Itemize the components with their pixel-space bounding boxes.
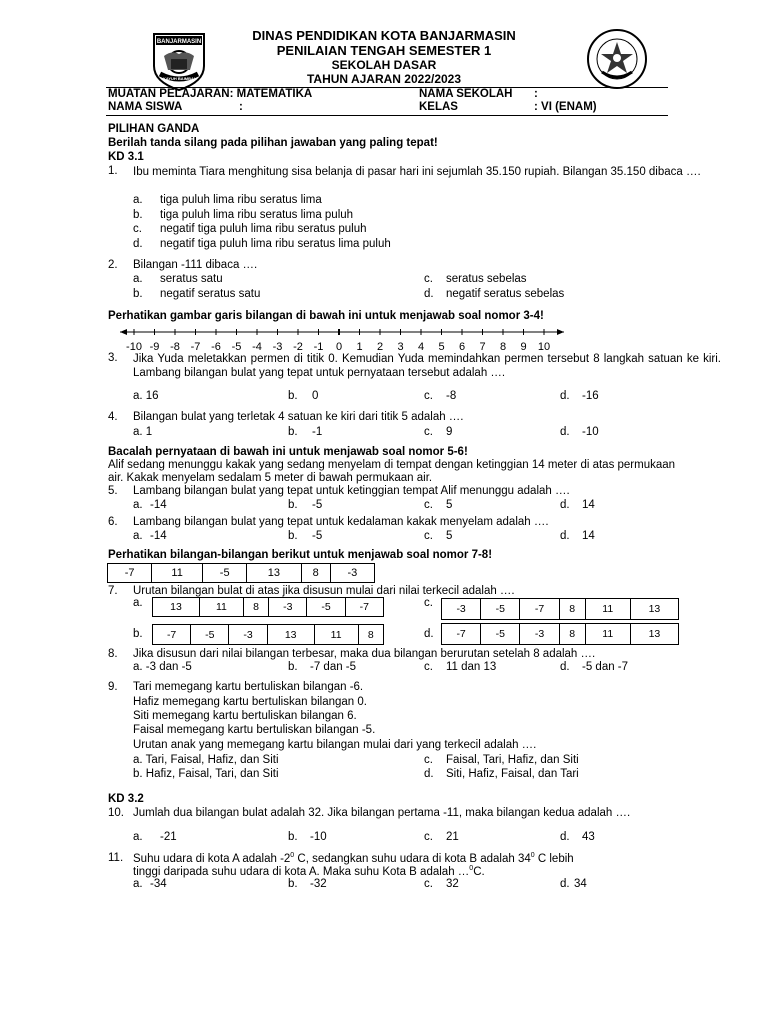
option-d-text: -16 [582, 390, 599, 402]
option-cell: 8 [559, 599, 585, 620]
student-field[interactable]: : [239, 101, 243, 113]
number-line-label: -4 [252, 341, 262, 353]
number-line-label: -10 [126, 341, 142, 353]
text-part: C lebih [534, 852, 574, 865]
option-b-letter[interactable]: b. [133, 628, 143, 640]
question-number: 4. [108, 411, 118, 423]
option-a-text: -14 [150, 499, 167, 511]
option-d-letter[interactable]: d. [424, 768, 434, 780]
option-d-text: negatif seratus sebelas [446, 288, 565, 300]
option-b-letter[interactable]: b. [288, 661, 298, 673]
class-value: : VI (ENAM) [534, 101, 597, 113]
question-number: 7. [108, 585, 118, 597]
option-b-text: tiga puluh lima ribu seratus lima puluh [160, 209, 354, 221]
student-label: NAMA SISWA [108, 101, 183, 113]
option-b-letter[interactable]: b. [288, 530, 298, 542]
option-cell: 8 [358, 625, 383, 645]
header-line-2: PENILAIAN TENGAH SEMESTER 1 [276, 43, 492, 58]
option-cell: 13 [153, 598, 200, 617]
school-label: NAMA SEKOLAH [419, 88, 513, 100]
option-b-letter[interactable]: b. [288, 390, 298, 402]
option-d-letter[interactable]: d. [560, 499, 570, 511]
option-cell: 11 [585, 599, 630, 620]
option-b-text: -10 [310, 831, 327, 843]
question-text: Bilangan -111 dibaca …. [133, 259, 258, 271]
number-line-label: 0 [335, 341, 343, 353]
option-cell: -5 [481, 599, 520, 620]
option-d-text: 14 [582, 530, 595, 542]
option-b-text: -7 dan -5 [310, 661, 357, 673]
question-line-4: Faisal memegang kartu bertuliskan bilangan -5. [133, 724, 376, 736]
option-b-text: -1 [312, 426, 323, 438]
option-b-letter[interactable]: b. [288, 426, 298, 438]
option-d-text: -5 dan -7 [582, 661, 629, 673]
number-cell: 8 [301, 564, 330, 583]
numbers-caption: Perhatikan bilangan-bilangan berikut untuk menjawab soal nomor 7-8! [108, 549, 493, 561]
option-cell: -7 [442, 624, 481, 645]
arrow-left-icon [120, 329, 127, 335]
option-d-text: negatif tiga puluh lima ribu seratus lima puluh [160, 238, 391, 250]
question-number: 1. [108, 165, 118, 177]
option-a[interactable]: a. 16 [133, 390, 159, 402]
number-line-label: 8 [499, 341, 507, 353]
option-a-text: tiga puluh lima ribu seratus lima [160, 194, 322, 206]
option-a-letter[interactable]: a. [133, 499, 143, 511]
kd-3-2-heading: KD 3.2 [108, 793, 144, 805]
option-c-letter[interactable]: c. [424, 426, 433, 438]
option-c-text: Faisal, Tari, Hafiz, dan Siti [446, 754, 579, 766]
option-a-letter[interactable]: a. [133, 597, 143, 609]
option-a[interactable]: a. Tari, Faisal, Hafiz, dan Siti [133, 754, 279, 766]
reading-caption: Bacalah pernyataan di bawah ini untuk menjawab soal nomor 5-6! [108, 446, 468, 458]
option-cell: -5 [307, 598, 345, 617]
option-c-letter[interactable]: c. [424, 754, 433, 766]
option-d-letter[interactable]: d. [424, 288, 434, 300]
degree-sign: 0 [290, 852, 295, 859]
option-c-table [441, 598, 679, 620]
option-d-letter[interactable]: d. [133, 238, 143, 250]
reading-text: Alif sedang menunggu kakak yang sedang menyelam di tempat dengan ketinggian 14 meter di atas permukaan air. Kakak menyelam sedalam 5 meter di bawah permukaan air. [108, 459, 676, 484]
header-line-3: SEKOLAH DASAR [331, 58, 437, 72]
option-c-text: 32 [446, 878, 459, 890]
question-line-5: Urutan anak yang memegang kartu bilangan mulai dari yang terkecil adalah …. [133, 739, 537, 751]
option-cell: 13 [267, 625, 314, 645]
option-b-letter[interactable]: b. [133, 288, 143, 300]
option-c-letter[interactable]: c. [424, 273, 433, 285]
number-line-label: -8 [170, 341, 180, 353]
number-cell: -7 [108, 564, 152, 583]
section-instruction: Berilah tanda silang pada pilihan jawaban yang paling tepat! [108, 137, 438, 149]
option-cell: -3 [442, 599, 481, 620]
option-cell: -5 [191, 625, 229, 645]
option-d-letter[interactable]: d. [560, 661, 570, 673]
subject-label: MUATAN PELAJARAN: MATEMATIKA [108, 88, 313, 100]
option-d-letter[interactable]: d. [560, 426, 570, 438]
option-a-letter[interactable]: a. [133, 194, 143, 206]
option-cell: -7 [345, 598, 383, 617]
header-line-4: TAHUN AJARAN 2022/2023 [306, 72, 462, 86]
question-number: 8. [108, 648, 118, 660]
option-cell: -3 [269, 598, 307, 617]
option-a-text: -14 [150, 530, 167, 542]
option-cell: 13 [630, 624, 678, 645]
number-line-label: -5 [231, 341, 242, 353]
number-line-label: -3 [272, 341, 283, 353]
number-line-label: -1 [313, 341, 324, 353]
option-c-letter[interactable]: c. [424, 597, 433, 609]
question-number: 11. [108, 852, 124, 864]
question-text: Ibu meminta Tiara menghitung sisa belanja di pasar hari ini sejumlah 35.150 rupiah. Bilangan 35.150 dibaca …. [133, 166, 701, 178]
class-label: KELAS [419, 101, 458, 113]
arrow-right-icon [557, 329, 564, 335]
numbers-table [107, 563, 375, 583]
question-line-1 [133, 852, 574, 865]
number-line-label: 10 [537, 341, 551, 353]
logo-text-bottom: KAYUH BAIMBAI [162, 76, 196, 81]
option-d-letter[interactable]: d. [424, 628, 434, 640]
option-row [153, 598, 384, 617]
number-line [118, 324, 568, 354]
number-line-label: 9 [520, 341, 527, 353]
option-a-text: -34 [150, 878, 167, 890]
numbers-row [108, 564, 375, 583]
degree-sign: 0 [469, 865, 474, 872]
section-title: PILIHAN GANDA [108, 123, 200, 135]
logo-text-top: BANJARMASIN [156, 39, 202, 45]
option-a-table [152, 597, 384, 617]
option-a-text: seratus satu [160, 273, 223, 285]
option-cell: -7 [520, 599, 559, 620]
option-a-letter[interactable]: a. [133, 530, 143, 542]
option-row [442, 599, 679, 620]
option-cell: -7 [153, 625, 191, 645]
number-line-label: -9 [149, 341, 160, 353]
text-part: tinggi daripada suhu udara di kota A. Maka suhu Kota B adalah … [133, 865, 470, 878]
option-c-letter[interactable]: c. [424, 878, 433, 890]
option-c-text: 9 [446, 426, 453, 438]
question-line-2: Hafiz memegang kartu bertuliskan bilangan 0. [133, 696, 367, 708]
option-cell: 8 [243, 598, 268, 617]
option-c-letter[interactable]: c. [424, 390, 433, 402]
option-d-letter[interactable]: d. [560, 390, 570, 402]
number-line-label: 4 [417, 341, 425, 353]
option-b-text: -5 [312, 499, 323, 511]
option-cell: -5 [481, 624, 520, 645]
option-b-letter[interactable]: b. [133, 209, 143, 221]
option-c-text: 5 [446, 499, 453, 511]
option-a[interactable]: a. 1 [133, 426, 153, 438]
question-text: Bilangan bulat yang terletak 4 satuan ke kiri dari titik 5 adalah …. [133, 411, 464, 423]
option-b-text: 0 [312, 390, 319, 402]
option-d-text: 34 [574, 878, 587, 890]
option-a-text: -21 [160, 831, 177, 843]
number-line-label: 3 [397, 341, 404, 353]
number-line-caption: Perhatikan gambar garis bilangan di bawah ini untuk menjawab soal nomor 3-4! [108, 310, 544, 322]
number-line-label: 5 [438, 341, 445, 353]
option-b-text: -5 [312, 530, 323, 542]
option-c-text: 21 [446, 831, 459, 843]
option-c-text: 5 [446, 530, 453, 542]
option-a-letter[interactable]: a. [133, 878, 143, 890]
option-d-text: -10 [582, 426, 599, 438]
number-line-label: 7 [479, 341, 486, 353]
question-text: Jumlah dua bilangan bulat adalah 32. Jika bilangan pertama -11, maka bilangan kedua adalah …. [133, 807, 631, 819]
question-number: 5. [108, 485, 118, 497]
number-line-label: -2 [293, 341, 303, 353]
option-b-letter[interactable]: b. [288, 878, 298, 890]
option-cell: 11 [199, 598, 243, 617]
option-c-letter[interactable]: c. [133, 223, 142, 235]
number-cell: -3 [330, 564, 374, 583]
option-row [153, 625, 384, 645]
tut-wuri-handayani-logo [584, 28, 650, 90]
question-line-3: Siti memegang kartu bertuliskan bilangan 6. [133, 710, 357, 722]
number-line-label: -6 [211, 341, 221, 353]
option-cell: 11 [314, 625, 358, 645]
option-c-text: negatif tiga puluh lima ribu seratus puluh [160, 223, 367, 235]
option-b-table [152, 624, 384, 645]
option-cell: 13 [630, 599, 678, 620]
degree-sign: 0 [530, 852, 535, 859]
option-a-letter[interactable]: a. [133, 831, 143, 843]
question-text: Lambang bilangan bulat yang tepat untuk kedalaman kakak menyelam adalah …. [133, 516, 549, 528]
question-text: Jika Yuda meletakkan permen di titik 0. Kemudian Yuda memindahkan permen tersebut 8 langkah satuan ke kiri. Lambang bilangan bulat yang tepat untuk pernyataan tersebut adalah …. [133, 353, 721, 379]
kd-3-1-heading: KD 3.1 [108, 151, 144, 163]
option-c-letter[interactable]: c. [424, 499, 433, 511]
question-line-1: Tari memegang kartu bertuliskan bilangan -6. [133, 681, 364, 693]
option-c-text: 11 dan 13 [446, 661, 497, 673]
option-b[interactable]: b. Hafiz, Faisal, Tari, dan Siti [133, 768, 279, 780]
option-d-letter[interactable]: d. [560, 878, 570, 890]
option-d-table [441, 623, 679, 645]
option-c-text: seratus sebelas [446, 273, 527, 285]
header-line-1: DINAS PENDIDIKAN KOTA BANJARMASIN [252, 28, 516, 43]
option-cell: -3 [520, 624, 559, 645]
option-c-letter[interactable]: c. [424, 530, 433, 542]
option-cell: 11 [585, 624, 630, 645]
question-number: 10. [108, 807, 124, 819]
question-text: Lambang bilangan bulat yang tepat untuk ketinggian tempat Alif menunggu adalah …. [133, 485, 570, 497]
option-b-text: -32 [310, 878, 327, 890]
text-part: Suhu udara di kota A adalah -2 [133, 852, 291, 865]
question-number: 6. [108, 516, 118, 528]
option-cell: 8 [559, 624, 585, 645]
option-c-letter[interactable]: c. [424, 831, 433, 843]
number-cell: -5 [203, 564, 247, 583]
option-d-letter[interactable]: d. [560, 530, 570, 542]
option-a[interactable]: a. -3 dan -5 [133, 661, 192, 673]
option-d-text: Siti, Hafiz, Faisal, dan Tari [446, 768, 579, 780]
question-number: 9. [108, 681, 118, 693]
number-line-label: 1 [356, 341, 363, 353]
option-cell: -3 [229, 625, 267, 645]
text-part: C. [473, 865, 485, 878]
option-d-text: 43 [582, 831, 595, 843]
number-cell: 11 [152, 564, 203, 583]
question-number: 3. [108, 352, 118, 364]
question-text: Urutan bilangan bulat di atas jika disusun mulai dari nilai terkecil adalah …. [133, 585, 515, 597]
option-b-letter[interactable]: b. [288, 831, 298, 843]
number-line-label: 6 [458, 341, 466, 353]
number-line-label: -7 [190, 341, 201, 353]
option-c-text: -8 [446, 390, 457, 402]
option-a-letter[interactable]: a. [133, 273, 143, 285]
option-b-letter[interactable]: b. [288, 499, 298, 511]
question-text: Jika disusun dari nilai bilangan terbesar, maka dua bilangan berurutan setelah 8 adalah …. [133, 648, 596, 660]
number-cell: 13 [247, 564, 301, 583]
number-line-label: 2 [376, 341, 384, 353]
option-d-text: 14 [582, 499, 595, 511]
question-number: 2. [108, 259, 118, 271]
question-line-2 [133, 865, 485, 878]
option-b-text: negatif seratus satu [160, 288, 261, 300]
option-d-letter[interactable]: d. [560, 831, 570, 843]
option-c-letter[interactable]: c. [424, 661, 433, 673]
text-part: C, sedangkan suhu udara di kota B adalah 34 [294, 852, 531, 865]
school-field[interactable]: : [534, 88, 538, 100]
option-row [442, 624, 679, 645]
